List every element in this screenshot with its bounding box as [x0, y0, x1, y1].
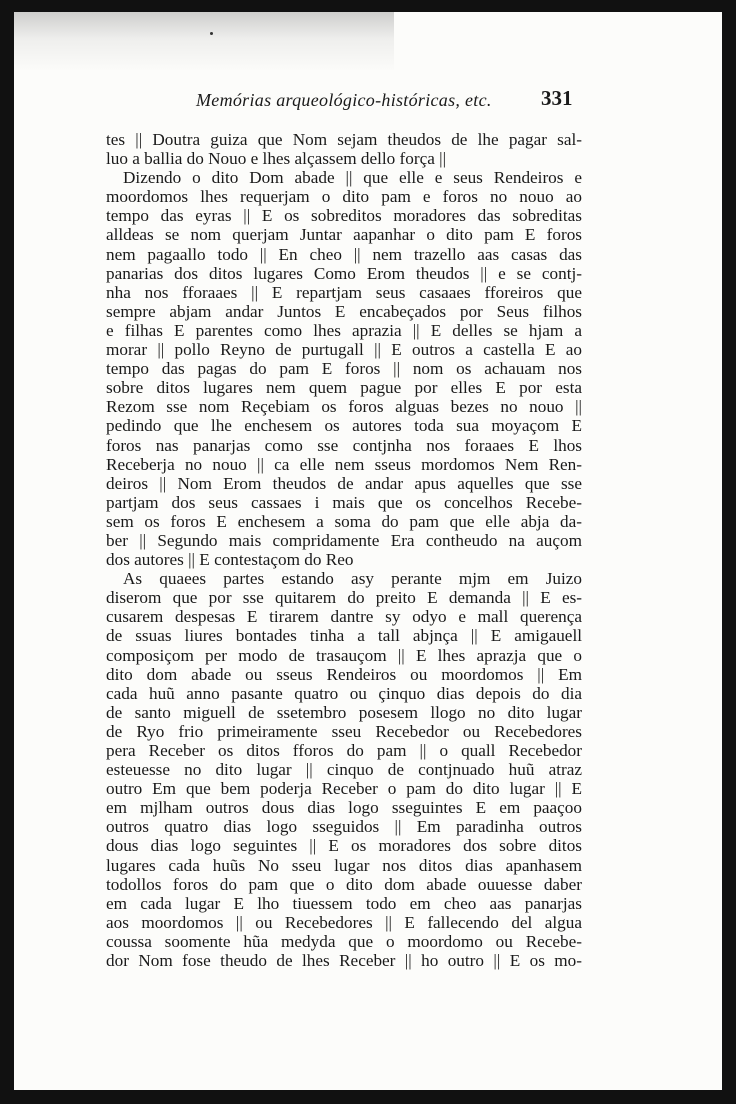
text-line: pera Receber os ditos fforos do pam || o quall Recebedor	[106, 741, 582, 760]
text-line: tes || Doutra guiza que Nom sejam theudos de lhe pagar sal-	[106, 130, 582, 149]
text-line: diserom que por sse quitarem do preito E demanda || E es-	[106, 588, 582, 608]
text-line: morar || pollo Reyno de purtugall || E outros a castella E ao	[106, 340, 582, 360]
text-line: e filhas E parentes como lhes aprazia || E delles se hjam a	[106, 320, 582, 340]
text-line: sem os foros E enchesem a soma do pam que elle abja da-	[106, 511, 582, 531]
text-line: lugares cada huũs No sseu lugar nos ditos dias apanhasem	[106, 855, 582, 875]
text-line: partjam dos seus cassaes i mais que os concelhos Recebe-	[106, 492, 582, 512]
text-line: sempre abjam andar Juntos E encabeçados por Seus filhos	[106, 301, 582, 321]
text-line: composiçom per modo de trasauçom || E lhes aprazja que o	[106, 645, 582, 665]
text-line: nha nos fforaaes || E repartjam seus casaaes fforeiros que	[106, 282, 582, 302]
text-line: outro Em que bem poderja Receber o pam do dito lugar || E	[106, 779, 582, 799]
text-line: em mjlham outros dous dias logo sseguintes E em paaçoo	[106, 798, 582, 818]
text-line: de Ryo frio primeiramente sseu Recebedor ou Recebedores	[106, 721, 582, 741]
text-line: de santo miguell de ssetembro posesem llogo no dito lugar	[106, 702, 582, 722]
text-line: luo a ballia do Nouo e lhes alçassem dello força ||	[106, 149, 447, 169]
text-line: todollos foros do pam que o dito dom abade ouuesse daber	[106, 874, 582, 894]
text-line: ber || Segundo mais compridamente Era contheudo na auçom	[106, 530, 582, 550]
text-line: Receberja no nouo || ca elle nem sseus mordomos Nem Ren-	[106, 454, 582, 474]
text-line: cada huũ anno pasante quatro ou çinquo dias depois do dia	[106, 683, 582, 703]
text-line: nem pagaallo todo || En cheo || nem trazello aas casas das	[106, 244, 582, 264]
text-line: dito dom abade ou sseus Rendeiros ou moordomos || Em	[106, 664, 582, 684]
text-line: em cada lugar E lho tiuessem todo em cheo aas panarjas	[106, 893, 582, 913]
text-line: Rezom sse nom Reçebiam os foros alguas bezes no nouo ||	[106, 397, 582, 417]
text-line: As quaees partes estando asy perante mjm em Juizo	[123, 569, 582, 589]
text-line: cusarem despesas E tirarem dantre sy odyo e mall querença	[106, 607, 582, 627]
text-line: pedindo que lhe enchesem os autores toda sua moyaçom E	[106, 416, 582, 436]
text-line: dor Nom fose theudo de lhes Receber || ho outro || E os mo-	[106, 951, 582, 971]
ink-speck	[210, 32, 213, 35]
text-line: tempo das pagas do pam E foros || nom os achauam nos	[106, 359, 582, 379]
scan-shadow	[14, 12, 394, 72]
text-line: moordomos lhes requerjam o dito pam e foros no nouo ao	[106, 187, 582, 207]
text-line: dos autores || E contestaçom do Reo	[106, 550, 354, 570]
text-line: sobre ditos lugares nem quem pague por elles E por esta	[106, 378, 582, 398]
text-line: outros quatro dias logo sseguidos || Em paradinha outros	[106, 817, 582, 837]
text-line: esteuesse no dito lugar || cinquo de contjnuado huũ atraz	[106, 760, 582, 780]
text-line: coussa soomente hũa medyda que o moordomo ou Recebe-	[106, 931, 582, 951]
text-line: alldeas se nom querjam Juntar aapanhar o dito pam E foros	[106, 225, 582, 245]
running-title: Memórias arqueológico-históricas, etc.	[196, 90, 492, 110]
text-line: tempo das eyras || E os sobreditos moradores das sobreditas	[106, 206, 582, 226]
text-line: panarias dos ditos lugares Como Erom theudos || e se contj-	[106, 263, 582, 283]
text-line: aos moordomos || ou Recebedores || E fallecendo del algua	[106, 912, 582, 932]
text-line: deiros || Nom Erom theudos de andar apus aquelles que sse	[106, 473, 582, 493]
text-line: Dizendo o dito Dom abade || que elle e seus Rendeiros e	[123, 168, 582, 188]
text-line: dous dias logo seguintes || E os moradores dos sobre ditos	[106, 836, 582, 856]
text-line: foros nas panarjas como sse contjnha nos foraaes E lhos	[106, 435, 582, 455]
page-number: 331	[541, 86, 573, 110]
body-text	[106, 130, 582, 970]
text-line: de ssuas liures bontades tinha a tall abjnça || E amigauell	[106, 626, 582, 646]
